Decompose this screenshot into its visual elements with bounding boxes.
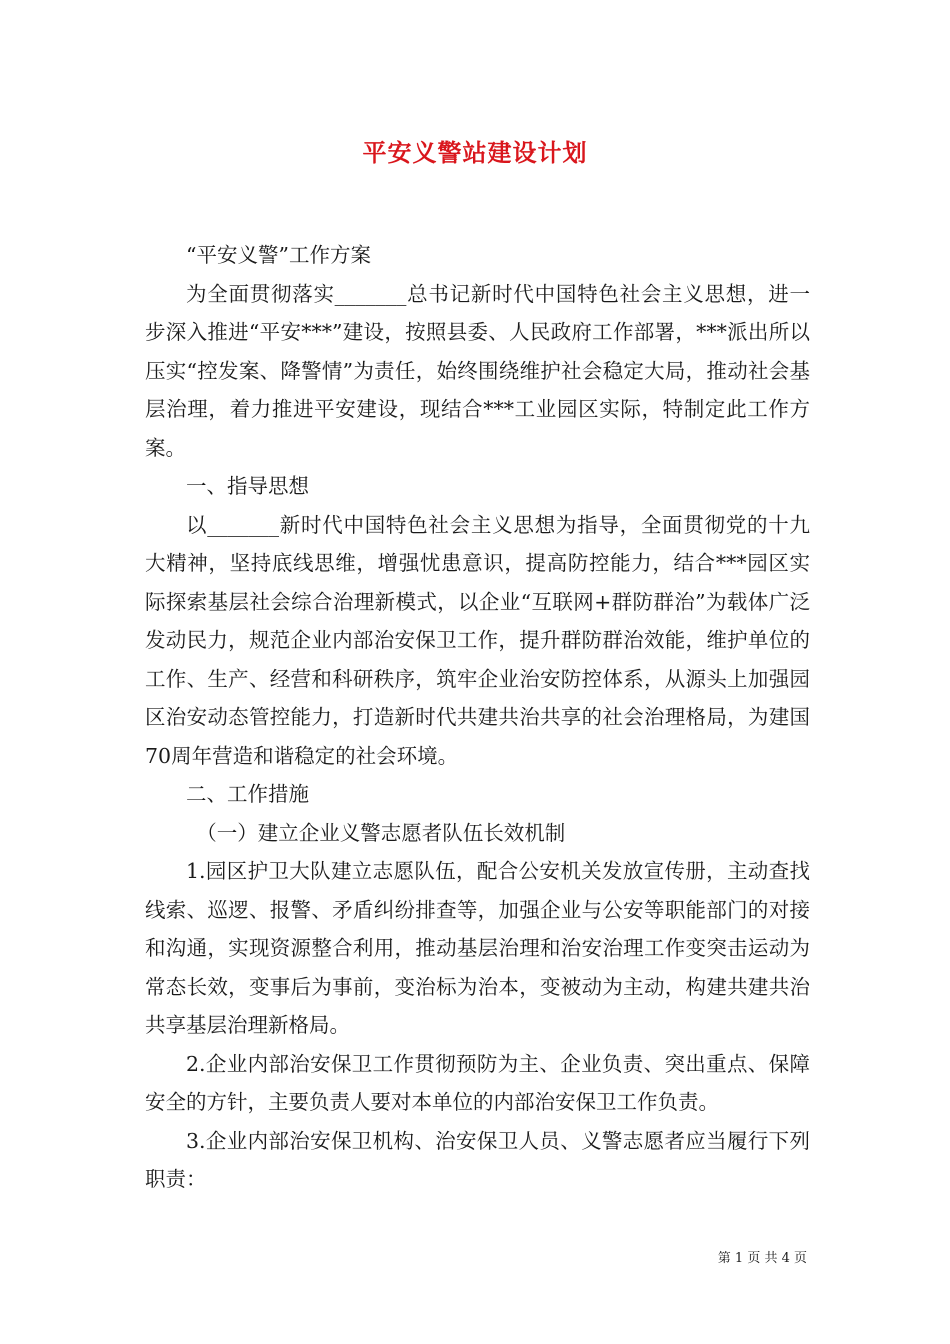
guiding-ideology-paragraph: 以_______新时代中国特色社会主义思想为指导，全面贯彻党的十九大精神，坚持底线思维，增强忧患意识，提高防控能力，结合***园区实际探索基层社会综合治理新模式，以企业“互联网+群防群治”为载体广泛发动民力，规范企业内部治安保卫工作，提升群防群治效能，维护单位的工作、生产、经营和科研秩序，筑牢企业治安防控体系，从源头上加强园区治安动态管控能力，打造新时代共建共治共享的社会治理格局，为建国70周年营造和谐稳定的社会环境。 [145, 512, 810, 768]
intro-paragraph: 为全面贯彻落实_______总书记新时代中国特色社会主义思想，进一步深入推进“平安***”建设，按照县委、人民政府工作部署，***派出所以压实“控发案、降警情”为责任，始终围绕维护社会稳定大局，推动社会基层治理，着力推进平安建设，现结合***工业园区实际，特制定此工作方案。 [145, 281, 810, 460]
plan-subtitle: “平安义警”工作方案 [186, 243, 371, 267]
measure-item-1: 1.园区护卫大队建立志愿队伍，配合公安机关发放宣传册，主动查找线索、巡逻、报警、矛盾纠纷排查等，加强企业与公安等职能部门的对接和沟通，实现资源整合利用，推动基层治理和治安治理工作变突击运动为常态长效，变事后为事前，变治标为治本，变被动为主动，构建共建共治共享基层治理新格局。 [145, 859, 810, 1037]
document-title: 平安义警站建设计划 [362, 138, 588, 167]
measure-item-2: 2.企业内部治安保卫工作贯彻预防为主、企业负责、突出重点、保障安全的方针，主要负责人要对本单位的内部治安保卫工作负责。 [145, 1051, 810, 1114]
page-number-footer: 第 1 页 共 4 页 [717, 1251, 807, 1266]
section-heading-work-measures: 二、工作措施 [186, 782, 309, 806]
document-body [145, 236, 810, 1199]
measure-item-3: 3.企业内部治安保卫机构、治安保卫人员、义警志愿者应当履行下列职责： [145, 1128, 810, 1191]
subsection-heading-volunteer-mechanism: （一）建立企业义警志愿者队伍长效机制 [196, 820, 566, 845]
section-heading-guiding-ideology: 一、指导思想 [186, 474, 309, 498]
